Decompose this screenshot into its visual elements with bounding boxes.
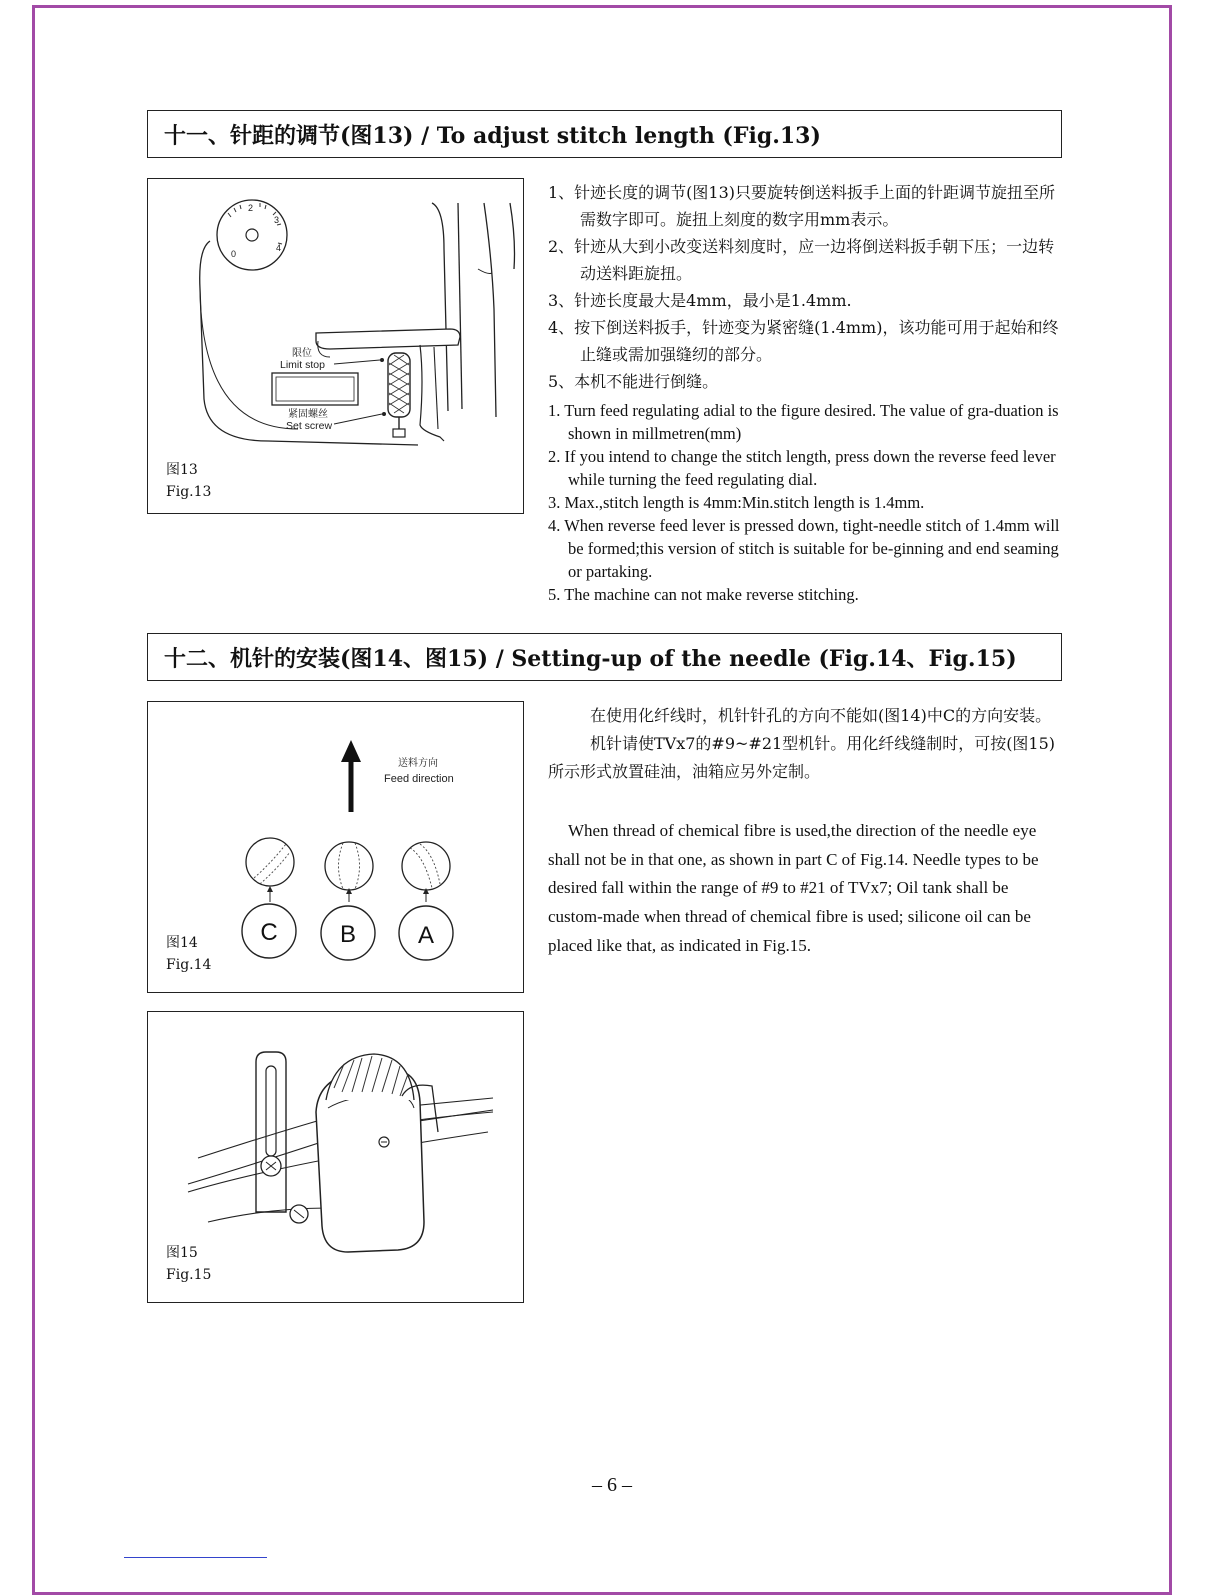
- section-11-en-list: [548, 399, 1068, 606]
- svg-text:0: 0: [231, 249, 237, 259]
- en-item: 3. Max.,stitch length is 4mm:Min.stitch length is 1.4mm.: [548, 493, 925, 512]
- needle-label-b: B: [339, 921, 357, 948]
- section-11-title: 十一、针距的调节(图13) / To adjust stitch length (Fig.13): [164, 122, 821, 149]
- section-11-heading: [147, 110, 1062, 158]
- figure-13-caption-cn: 图13: [166, 462, 198, 478]
- needle-label-a: A: [417, 922, 435, 949]
- figure-14-caption: [166, 932, 211, 976]
- figure-15: [147, 1011, 524, 1303]
- cn-item: 4、按下倒送料扳手，针迹变为紧密缝(1.4mm)，该功能可用于起始和终止缝或需加强缝纫的部分。: [548, 318, 1059, 364]
- figure-13: [147, 178, 524, 514]
- cn-item: 5、本机不能进行倒缝。: [548, 372, 719, 391]
- section-12-cn-text: [548, 702, 1064, 786]
- section-12-en-text: When thread of chemical fibre is used,the direction of the needle eye shall not be in that one, as shown in part C of Fig.14. Needle types to be desired fall within the range of #9 to #21 of TVx7; Oil tank shall be custom-made when thread of chemical fibre is used; silicone oil can be placed like that, as indicated in Fig.15.: [548, 821, 1039, 955]
- cn-item: 3、针迹长度最大是4mm，最小是1.4mm.: [548, 291, 852, 310]
- svg-text:2: 2: [248, 203, 254, 213]
- set-screw-label-en: Set screw: [286, 420, 333, 432]
- section-11-cn-list: [548, 179, 1068, 395]
- figure-14: [147, 701, 524, 993]
- section-12-heading: [147, 633, 1062, 681]
- set-screw-label-cn: 紧固螺丝: [288, 409, 328, 420]
- footer-link-underline[interactable]: [124, 1557, 267, 1558]
- svg-text:3: 3: [274, 215, 280, 225]
- cn-paragraph-1: 在使用化纤线时，机针针孔的方向不能如(图14)中C的方向安装。: [590, 706, 1052, 725]
- en-item: 2. If you intend to change the stitch length, press down the reverse feed lever while turning the feed regulating dial.: [548, 447, 1056, 489]
- figure-13-caption: [166, 459, 211, 503]
- cn-item: 2、针迹从大到小改变送料刻度时，应一边将倒送料扳手朝下压；一边转动送料距旋扭。: [548, 237, 1055, 283]
- en-item: 1. Turn feed regulating adial to the figure desired. The value of gra-duation is shown in millmetren(mm): [548, 401, 1059, 443]
- page-number: – 6 –: [592, 1474, 632, 1496]
- en-item: 4. When reverse feed lever is pressed down, tight-needle stitch of 1.4mm will be formed;this version of stitch is suitable for be-ginning and end seaming or partaking.: [548, 516, 1060, 581]
- feed-direction-en: Feed direction: [384, 773, 454, 785]
- section-12-title: 十二、机针的安装(图14、图15) / Setting-up of the needle (Fig.14、Fig.15): [164, 645, 1017, 672]
- limit-stop-label-en: Limit stop: [280, 359, 325, 371]
- figure-15-caption-cn: 图15: [166, 1245, 198, 1261]
- limit-stop-label-cn: 限位: [292, 348, 312, 359]
- cn-paragraph-2: 机针请使TVx7的#9~#21型机针。用化纤线缝制时，可按(图15)所示形式放置硅油，油箱应另外定制。: [548, 734, 1056, 781]
- svg-text:4: 4: [276, 243, 282, 253]
- figure-15-caption: [166, 1242, 211, 1286]
- figure-13-caption-en: Fig.13: [166, 484, 212, 500]
- cn-item: 1、针迹长度的调节(图13)只要旋转倒送料扳手上面的针距调节旋扭至所需数字即可。旋扭上刻度的数字用mm表示。: [548, 183, 1056, 229]
- figure-14-caption-en: Fig.14: [166, 957, 212, 973]
- feed-direction-arrow-icon: [341, 740, 361, 762]
- feed-direction-cn: 送料方向: [398, 758, 438, 769]
- figure-14-caption-cn: 图14: [166, 935, 198, 951]
- en-item: 5. The machine can not make reverse stitching.: [548, 585, 859, 604]
- needle-label-c: C: [260, 919, 278, 946]
- figure-15-caption-en: Fig.15: [166, 1267, 212, 1283]
